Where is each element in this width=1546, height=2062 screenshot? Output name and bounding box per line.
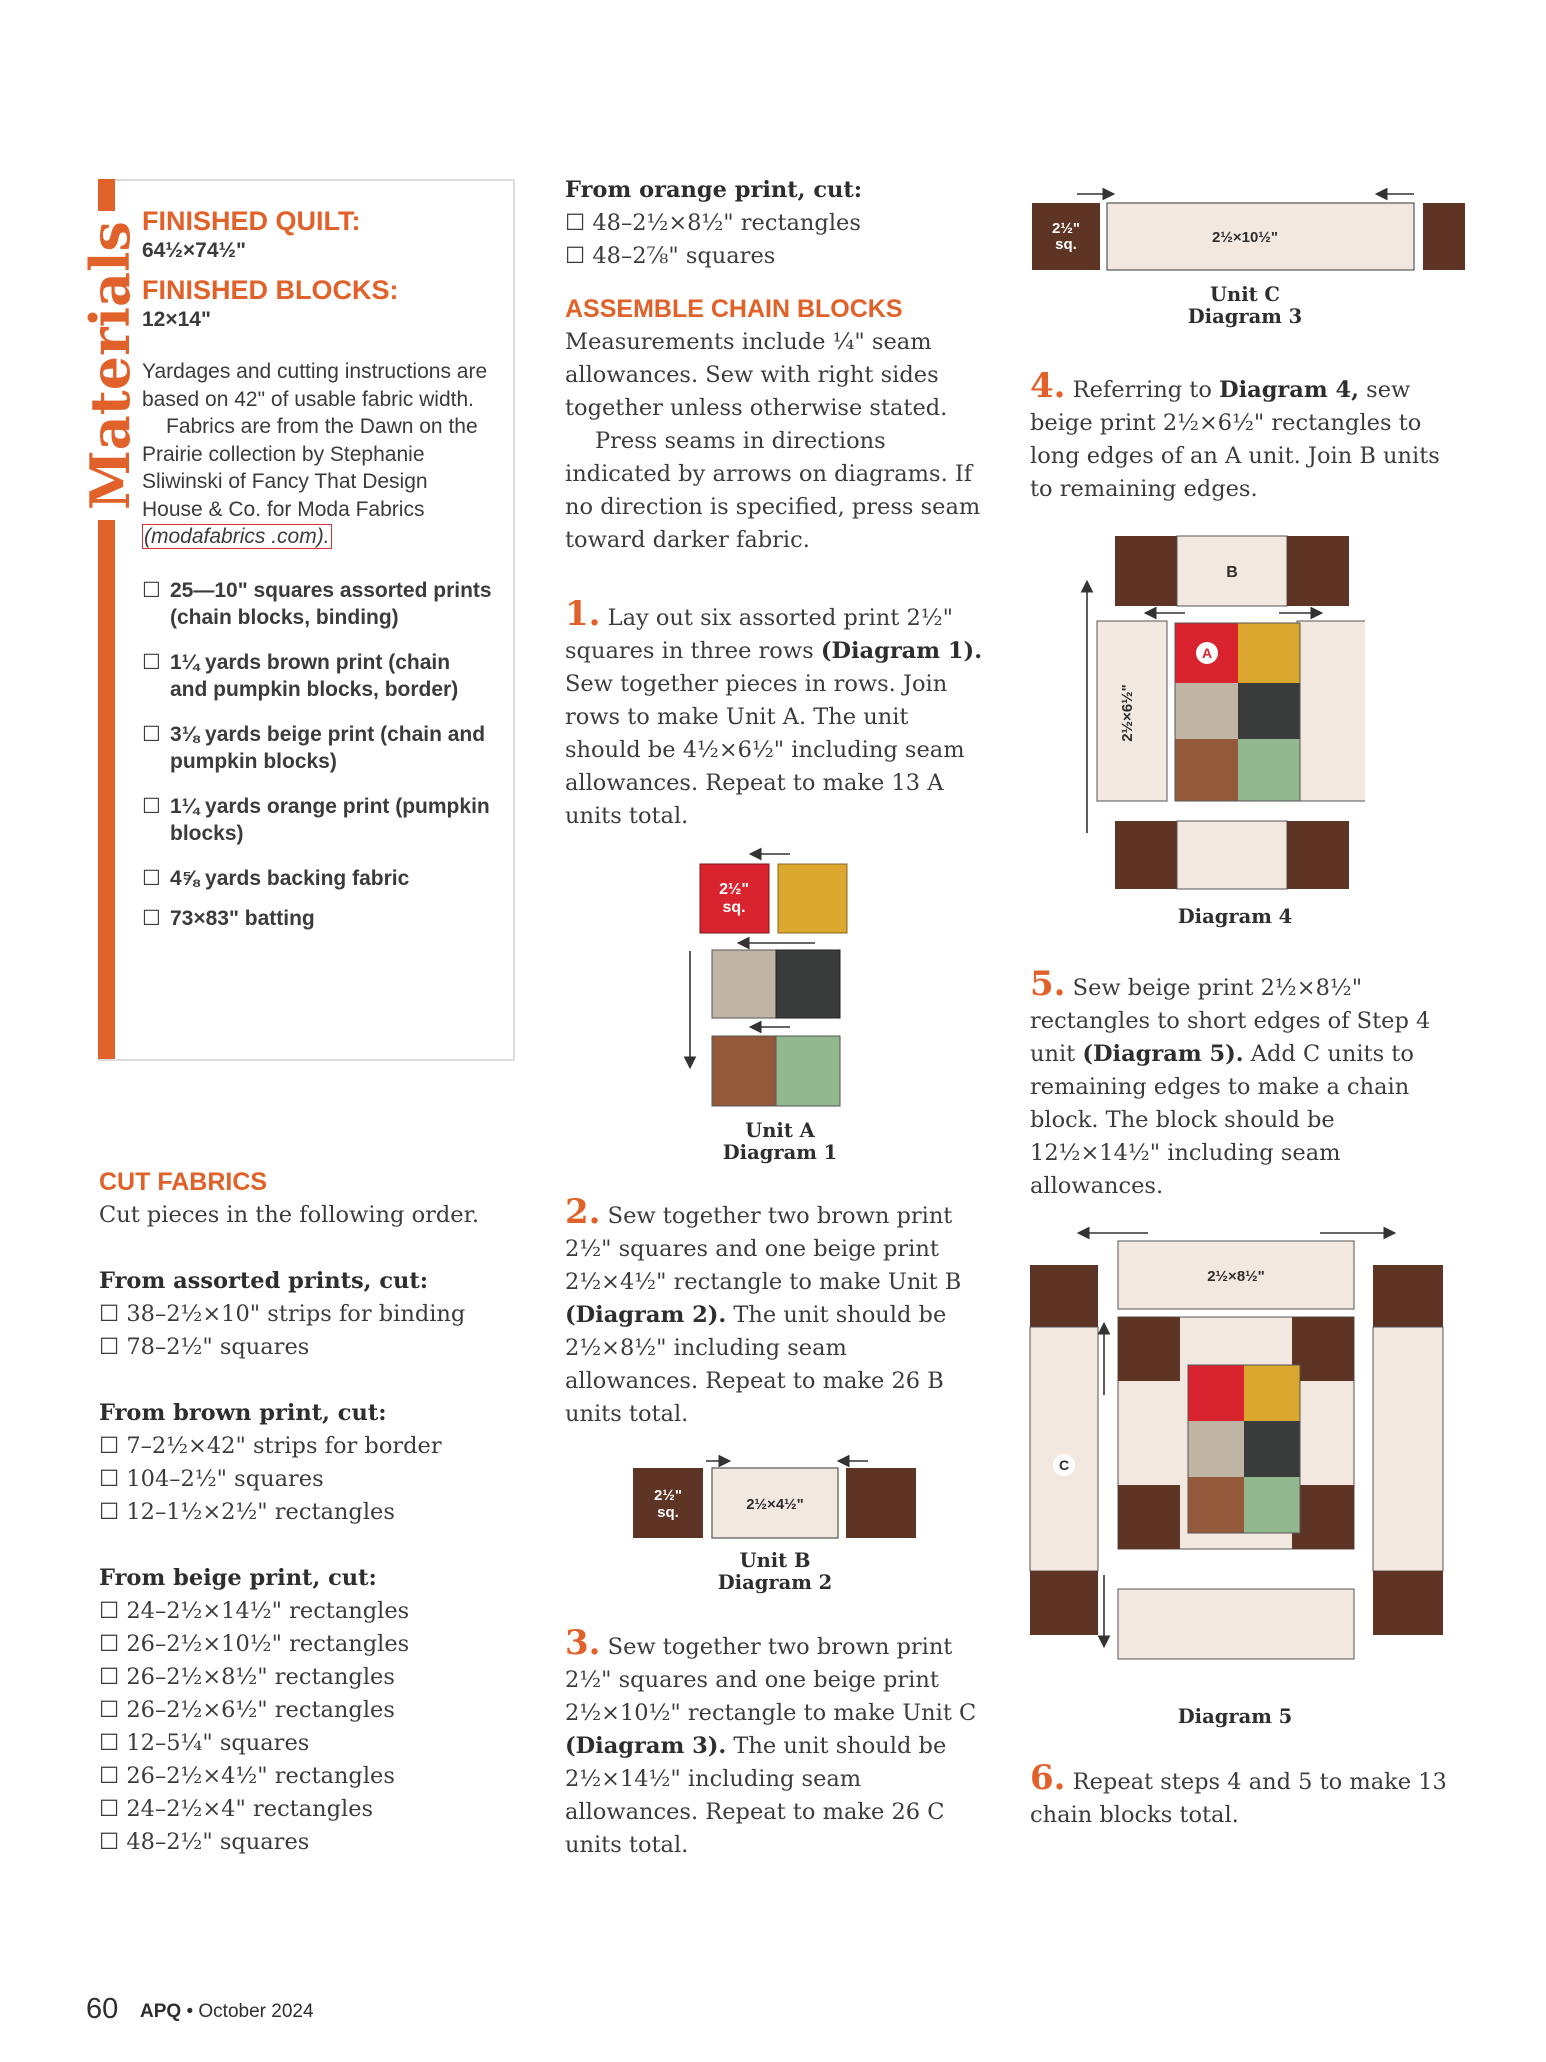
diagram-2-caption bbox=[675, 1550, 875, 1594]
cut-item: ☐ 48–2⅞" squares bbox=[565, 243, 776, 269]
materials-item bbox=[142, 721, 492, 775]
cut-group-title: From assorted prints, cut: bbox=[99, 1268, 429, 1294]
d1-sq-label-2: sq. bbox=[722, 899, 746, 916]
materials-item-text: 3⅛ yards beige print (chain and pumpkin blocks) bbox=[170, 722, 486, 773]
cut-group-assorted bbox=[99, 1265, 519, 1364]
materials-item bbox=[142, 577, 492, 631]
issue-date: • October 2024 bbox=[186, 2001, 314, 2022]
step-3 bbox=[565, 1623, 985, 1862]
step-1-text: Lay out six assorted print 2½" squares in three rows bbox=[565, 605, 953, 664]
cut-item: ☐ 48–2½×8½" rectangles bbox=[565, 210, 861, 236]
materials-para-fabrics-text: Fabrics are from the Dawn on the Prairie collection by Stephanie Sliwinski of Fancy That Design House & Co. for Moda Fabrics bbox=[142, 415, 478, 521]
d1-caption-unit: Unit A bbox=[745, 1119, 815, 1142]
cut-fabrics-heading: CUT FABRICS bbox=[99, 1168, 268, 1196]
step-4 bbox=[1030, 366, 1460, 506]
cut-item: ☐ 26–2½×8½" rectangles bbox=[99, 1664, 395, 1690]
cut-group-beige bbox=[99, 1562, 519, 1859]
cut-item: ☐ 48–2½" squares bbox=[99, 1829, 310, 1855]
cut-item: ☐ 24–2½×4" rectangles bbox=[99, 1796, 374, 1822]
materials-item-text: 1¼ yards orange print (pumpkin blocks) bbox=[170, 794, 490, 845]
cut-item: ☐ 104–2½" squares bbox=[99, 1466, 324, 1492]
materials-item bbox=[142, 865, 492, 892]
materials-para-yardage: Yardages and cutting instructions are based on 42" of usable fabric width. bbox=[142, 360, 488, 411]
materials-item-text: 1¼ yards brown print (chain and pumpkin blocks, border) bbox=[170, 650, 459, 701]
step-4-number: 4. bbox=[1030, 366, 1066, 406]
d4-side-label: 2½×6½" bbox=[1119, 684, 1136, 742]
step-2-ref: (Diagram 2). bbox=[565, 1302, 727, 1328]
d5-top-label: 2½×8½" bbox=[1207, 1268, 1265, 1285]
d3-caption-diagram: Diagram 3 bbox=[1187, 305, 1303, 328]
cut-item: ☐ 78–2½" squares bbox=[99, 1334, 310, 1360]
cut-group-title: From brown print, cut: bbox=[99, 1400, 387, 1426]
d4-a-label: A bbox=[1201, 645, 1213, 661]
step-1-number: 1. bbox=[565, 594, 601, 634]
magazine-issue bbox=[140, 2001, 314, 2023]
d1-caption-diagram: Diagram 1 bbox=[722, 1141, 838, 1164]
materials-item bbox=[142, 649, 492, 703]
page-number: 60 bbox=[86, 1993, 119, 2025]
cut-item: ☐ 26–2½×6½" rectangles bbox=[99, 1697, 395, 1723]
d2-sq-label-2: sq. bbox=[657, 1504, 679, 1521]
moda-link[interactable]: (modafabrics .com). bbox=[144, 525, 330, 548]
step-2-number: 2. bbox=[565, 1192, 601, 1232]
d2-caption-unit: Unit B bbox=[739, 1549, 811, 1572]
d2-rect-label: 2½×4½" bbox=[746, 1496, 804, 1513]
materials-item bbox=[142, 905, 492, 932]
materials-item bbox=[142, 793, 492, 847]
assemble-para-2: Press seams in directions indicated by arrows on diagrams. If no direction is specified, press seam toward darker fabric. bbox=[565, 428, 981, 553]
step-3-number: 3. bbox=[565, 1623, 601, 1663]
step-4-text: Referring to bbox=[1072, 377, 1212, 403]
cut-item: ☐ 7–2½×42" strips for border bbox=[99, 1433, 442, 1459]
cut-item: ☐ 26–2½×4½" rectangles bbox=[99, 1763, 395, 1789]
step-6-text: Repeat steps 4 and 5 to make 13 chain blocks total. bbox=[1030, 1769, 1447, 1828]
d1-sq-label: 2½" bbox=[719, 881, 749, 898]
d3-sq-label: 2½" bbox=[1052, 220, 1080, 237]
diagram-5 bbox=[1028, 1225, 1448, 1670]
step-4-ref: Diagram 4, bbox=[1219, 377, 1359, 403]
step-6 bbox=[1030, 1758, 1460, 1832]
materials-item-text: 4⅝ yards backing fabric bbox=[170, 866, 410, 890]
step-1-text-cont: Sew together pieces in rows. Join rows to make Unit A. The unit should be 4½×6½" including seam allowances. Repeat to make 13 A units total. bbox=[565, 671, 965, 829]
step-1-ref: (Diagram 1). bbox=[820, 638, 983, 664]
finished-quilt-label: FINISHED QUILT: bbox=[142, 206, 361, 236]
step-5-text-cont: Add C units to remaining edges to make a chain block. The block should be 12½×14½" including seam allowances. bbox=[1030, 1041, 1414, 1199]
d3-sq-label-2: sq. bbox=[1055, 236, 1077, 253]
cut-item: ☐ 26–2½×10½" rectangles bbox=[99, 1631, 410, 1657]
assemble-heading: ASSEMBLE CHAIN BLOCKS bbox=[565, 295, 903, 323]
step-5-text: Sew beige print 2½×8½" rectangles to short edges of Step 4 unit bbox=[1030, 975, 1431, 1067]
step-5-number: 5. bbox=[1030, 964, 1066, 1004]
step-3-text: Sew together two brown print 2½" squares and one beige print 2½×10½" rectangle to make Unit C bbox=[565, 1634, 977, 1726]
orange-cut-title: From orange print, cut: bbox=[565, 177, 863, 203]
checkbox-icon[interactable]: ☐ bbox=[142, 794, 161, 818]
cut-item: ☐ 38–2½×10" strips for binding bbox=[99, 1301, 466, 1327]
materials-content bbox=[142, 206, 492, 932]
cut-fabrics-intro: Cut pieces in the following order. bbox=[99, 1202, 480, 1228]
assemble-para-1: Measurements include ¼" seam allowances. Sew with right sides together unless otherwise stated. bbox=[565, 329, 948, 421]
step-1 bbox=[565, 594, 985, 833]
diagram-4-caption: Diagram 4 bbox=[1177, 905, 1293, 928]
step-5 bbox=[1030, 964, 1460, 1203]
d5-c-label: C bbox=[1058, 1457, 1070, 1473]
cut-group-title: From beige print, cut: bbox=[99, 1565, 377, 1591]
finished-quilt-value: 64½×74½" bbox=[142, 239, 246, 262]
step-3-ref: (Diagram 3). bbox=[565, 1733, 727, 1759]
step-5-ref: (Diagram 5). bbox=[1082, 1041, 1244, 1067]
checkbox-icon[interactable]: ☐ bbox=[142, 578, 161, 602]
d2-caption-diagram: Diagram 2 bbox=[717, 1571, 833, 1594]
step-6-number: 6. bbox=[1030, 1758, 1066, 1798]
cut-fabrics-section bbox=[99, 1166, 519, 1859]
diagram-2-unit-b bbox=[630, 1455, 920, 1545]
step-4-text-cont: sew beige print 2½×6½" rectangles to long edges of an A unit. Join B units to remaining edges. bbox=[1030, 377, 1440, 502]
step-2 bbox=[565, 1192, 985, 1431]
diagram-4 bbox=[1075, 533, 1365, 893]
diagram-1-caption bbox=[680, 1120, 880, 1164]
d2-sq-label: 2½" bbox=[654, 1487, 682, 1504]
materials-item-text: 73×83" batting bbox=[170, 906, 315, 930]
checkbox-icon[interactable]: ☐ bbox=[142, 650, 161, 674]
materials-item-text: 25—10" squares assorted prints (chain blocks, binding) bbox=[170, 578, 492, 629]
diagram-3-unit-c bbox=[1030, 188, 1465, 273]
d3-rect-label: 2½×10½" bbox=[1212, 229, 1278, 246]
materials-para-fabrics bbox=[142, 413, 492, 551]
checkbox-icon[interactable]: ☐ bbox=[142, 866, 161, 890]
cut-group-brown bbox=[99, 1397, 519, 1529]
checkbox-icon[interactable]: ☐ bbox=[142, 722, 161, 746]
column-2-top bbox=[565, 174, 995, 557]
step-2-text-cont: The unit should be 2½×8½" including seam allowances. Repeat to make 26 B units total. bbox=[565, 1302, 947, 1427]
cut-item: ☐ 12–5¼" squares bbox=[99, 1730, 310, 1756]
step-3-text-cont: The unit should be 2½×14½" including seam allowances. Repeat to make 26 C units total. bbox=[565, 1733, 947, 1858]
materials-title: Materials bbox=[78, 211, 142, 520]
magazine-name: APQ bbox=[140, 2001, 182, 2022]
cut-item: ☐ 24–2½×14½" rectangles bbox=[99, 1598, 410, 1624]
checkbox-icon[interactable]: ☐ bbox=[142, 906, 161, 930]
materials-list bbox=[142, 577, 492, 932]
step-2-text: Sew together two brown print 2½" squares and one beige print 2½×4½" rectangle to make Unit B bbox=[565, 1203, 962, 1295]
diagram-3-caption bbox=[1145, 284, 1345, 328]
diagram-5-caption: Diagram 5 bbox=[1177, 1705, 1293, 1728]
cut-item: ☐ 12–1½×2½" rectangles bbox=[99, 1499, 395, 1525]
diagram-1-unit-a bbox=[660, 846, 860, 1116]
finished-blocks-label: FINISHED BLOCKS: bbox=[142, 275, 399, 305]
d4-b-label: B bbox=[1226, 564, 1238, 581]
finished-blocks-value: 12×14" bbox=[142, 308, 211, 331]
d3-caption-unit: Unit C bbox=[1210, 283, 1280, 306]
